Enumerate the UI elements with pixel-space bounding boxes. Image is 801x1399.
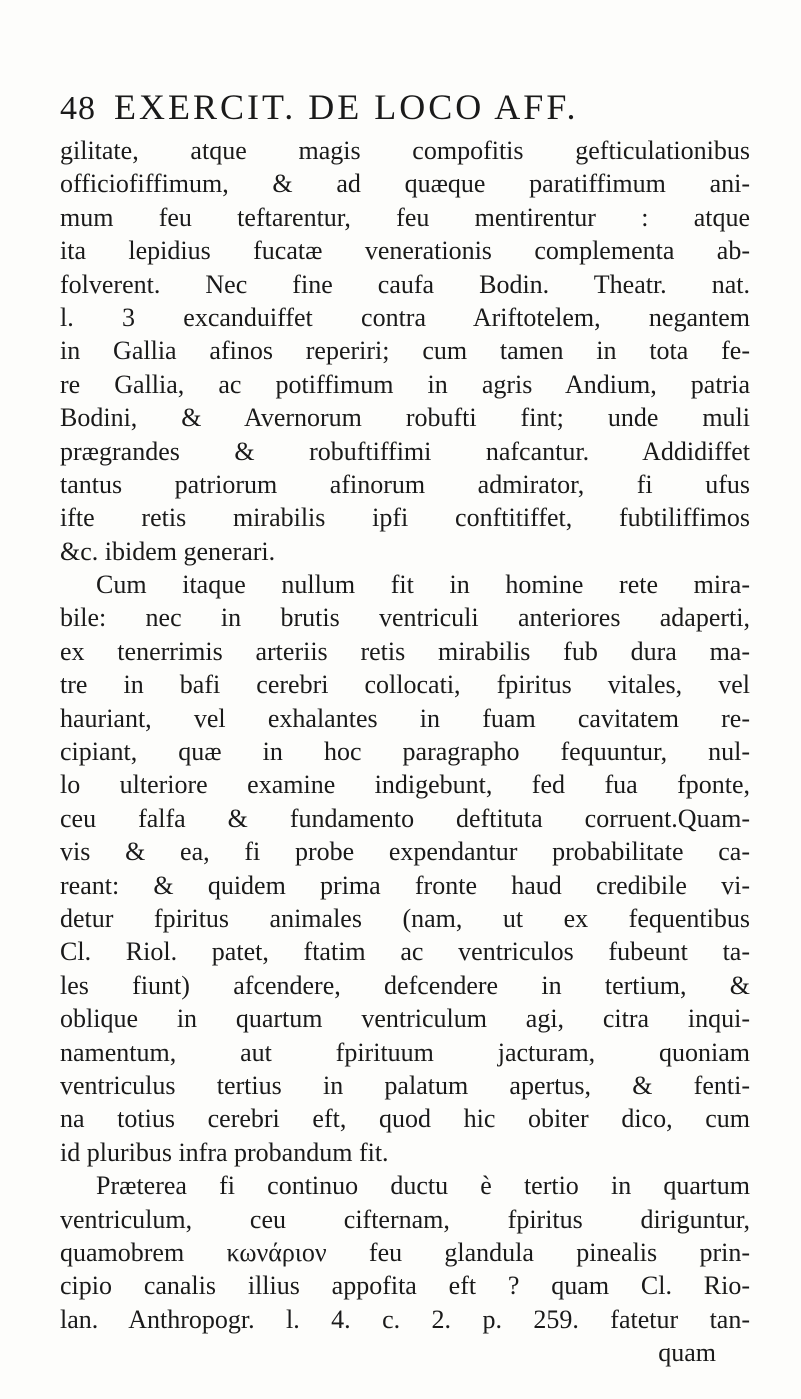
text-line: les fiunt) afcendere, defcendere in tertium, &: [60, 970, 750, 1000]
page-header: [60, 86, 740, 130]
text-line: cipio canalis illius appofita eft ? quam Cl. Rio-: [60, 1271, 750, 1301]
text-line: cipiant, quæ in hoc paragrapho fequuntur, nul-: [60, 737, 750, 767]
text-line: ifte retis mirabilis ipfi conftitiffet, fubtiliffimos: [60, 503, 750, 533]
paragraph-start-line: Cum itaque nullum fit in homine rete mira-: [96, 570, 750, 600]
paragraph-start-line: Præterea fi continuo ductu è tertio in quartum: [96, 1171, 750, 1201]
text-line: detur fpiritus animales (nam, ut ex fequentibus: [60, 903, 750, 933]
text-line: mum feu teftarentur, feu mentirentur : atque: [60, 202, 750, 232]
text-line: namentum, aut fpirituum jacturam, quoniam: [60, 1037, 750, 1067]
page-number: 48: [60, 90, 96, 127]
text-line: re Gallia, ac potiffimum in agris Andium, patria: [60, 369, 750, 399]
text-line: lo ulteriore examine indigebunt, fed fua fponte,: [60, 770, 750, 800]
text-line: hauriant, vel exhalantes in fuam cavitatem re-: [60, 703, 750, 733]
text-line: folverent. Nec fine caufa Bodin. Theatr. nat.: [60, 269, 750, 299]
text-line: ventriculus tertius in palatum apertus, & fenti-: [60, 1070, 750, 1100]
text-line: oblique in quartum ventriculum agi, citra inqui-: [60, 1004, 750, 1034]
text-line: &c. ibidem generari.: [60, 536, 276, 566]
text-line: tantus patriorum afinorum admirator, fi ufus: [60, 469, 750, 499]
text-line: l. 3 excanduiffet contra Ariftotelem, negantem: [60, 302, 750, 332]
text-line: officiofiffimum, & ad quæque paratiffimum ani-: [60, 169, 750, 199]
catchword: quam: [658, 1338, 716, 1368]
text-line: Bodini, & Avernorum robufti fint; unde muli: [60, 403, 750, 433]
text-line: na totius cerebri eft, quod hic obiter dico, cum: [60, 1104, 750, 1134]
text-line: ita lepidius fucatæ venerationis complementa ab-: [60, 236, 750, 266]
text-line: vis & ea, fi probe expendantur probabilitate ca-: [60, 837, 750, 867]
text-line: reant: & quidem prima fronte haud credibile vi-: [60, 870, 750, 900]
text-line: ceu falfa & fundamento deftituta corruent.Quam-: [60, 803, 750, 833]
text-line: gilitate, atque magis compofitis gefticulationibus: [60, 136, 750, 165]
text-line: lan. Anthropogr. l. 4. c. 2. p. 259. fatetur tan-: [60, 1304, 750, 1334]
text-line: id pluribus infra probandum fit.: [60, 1137, 389, 1167]
text-line: ventriculum, ceu cifternam, fpiritus diriguntur,: [60, 1204, 750, 1234]
text-line: quamobrem κωνάριον feu glandula pinealis prin-: [60, 1237, 750, 1267]
text-line: ex tenerrimis arteriis retis mirabilis fub dura ma-: [60, 636, 750, 666]
body-text: [60, 134, 750, 1369]
running-head: EXERCIT. DE LOCO AFF.: [114, 87, 579, 127]
text-line: in Gallia afinos reperiri; cum tamen in tota fe-: [60, 336, 750, 366]
text-line: tre in bafi cerebri collocati, fpiritus vitales, vel: [60, 670, 750, 700]
text-line: bile: nec in brutis ventriculi anteriores adaperti,: [60, 603, 750, 633]
text-line: prægrandes & robuftiffimi nafcantur. Addidiffet: [60, 436, 750, 466]
text-line: Cl. Riol. patet, ftatim ac ventriculos fubeunt ta-: [60, 937, 750, 967]
